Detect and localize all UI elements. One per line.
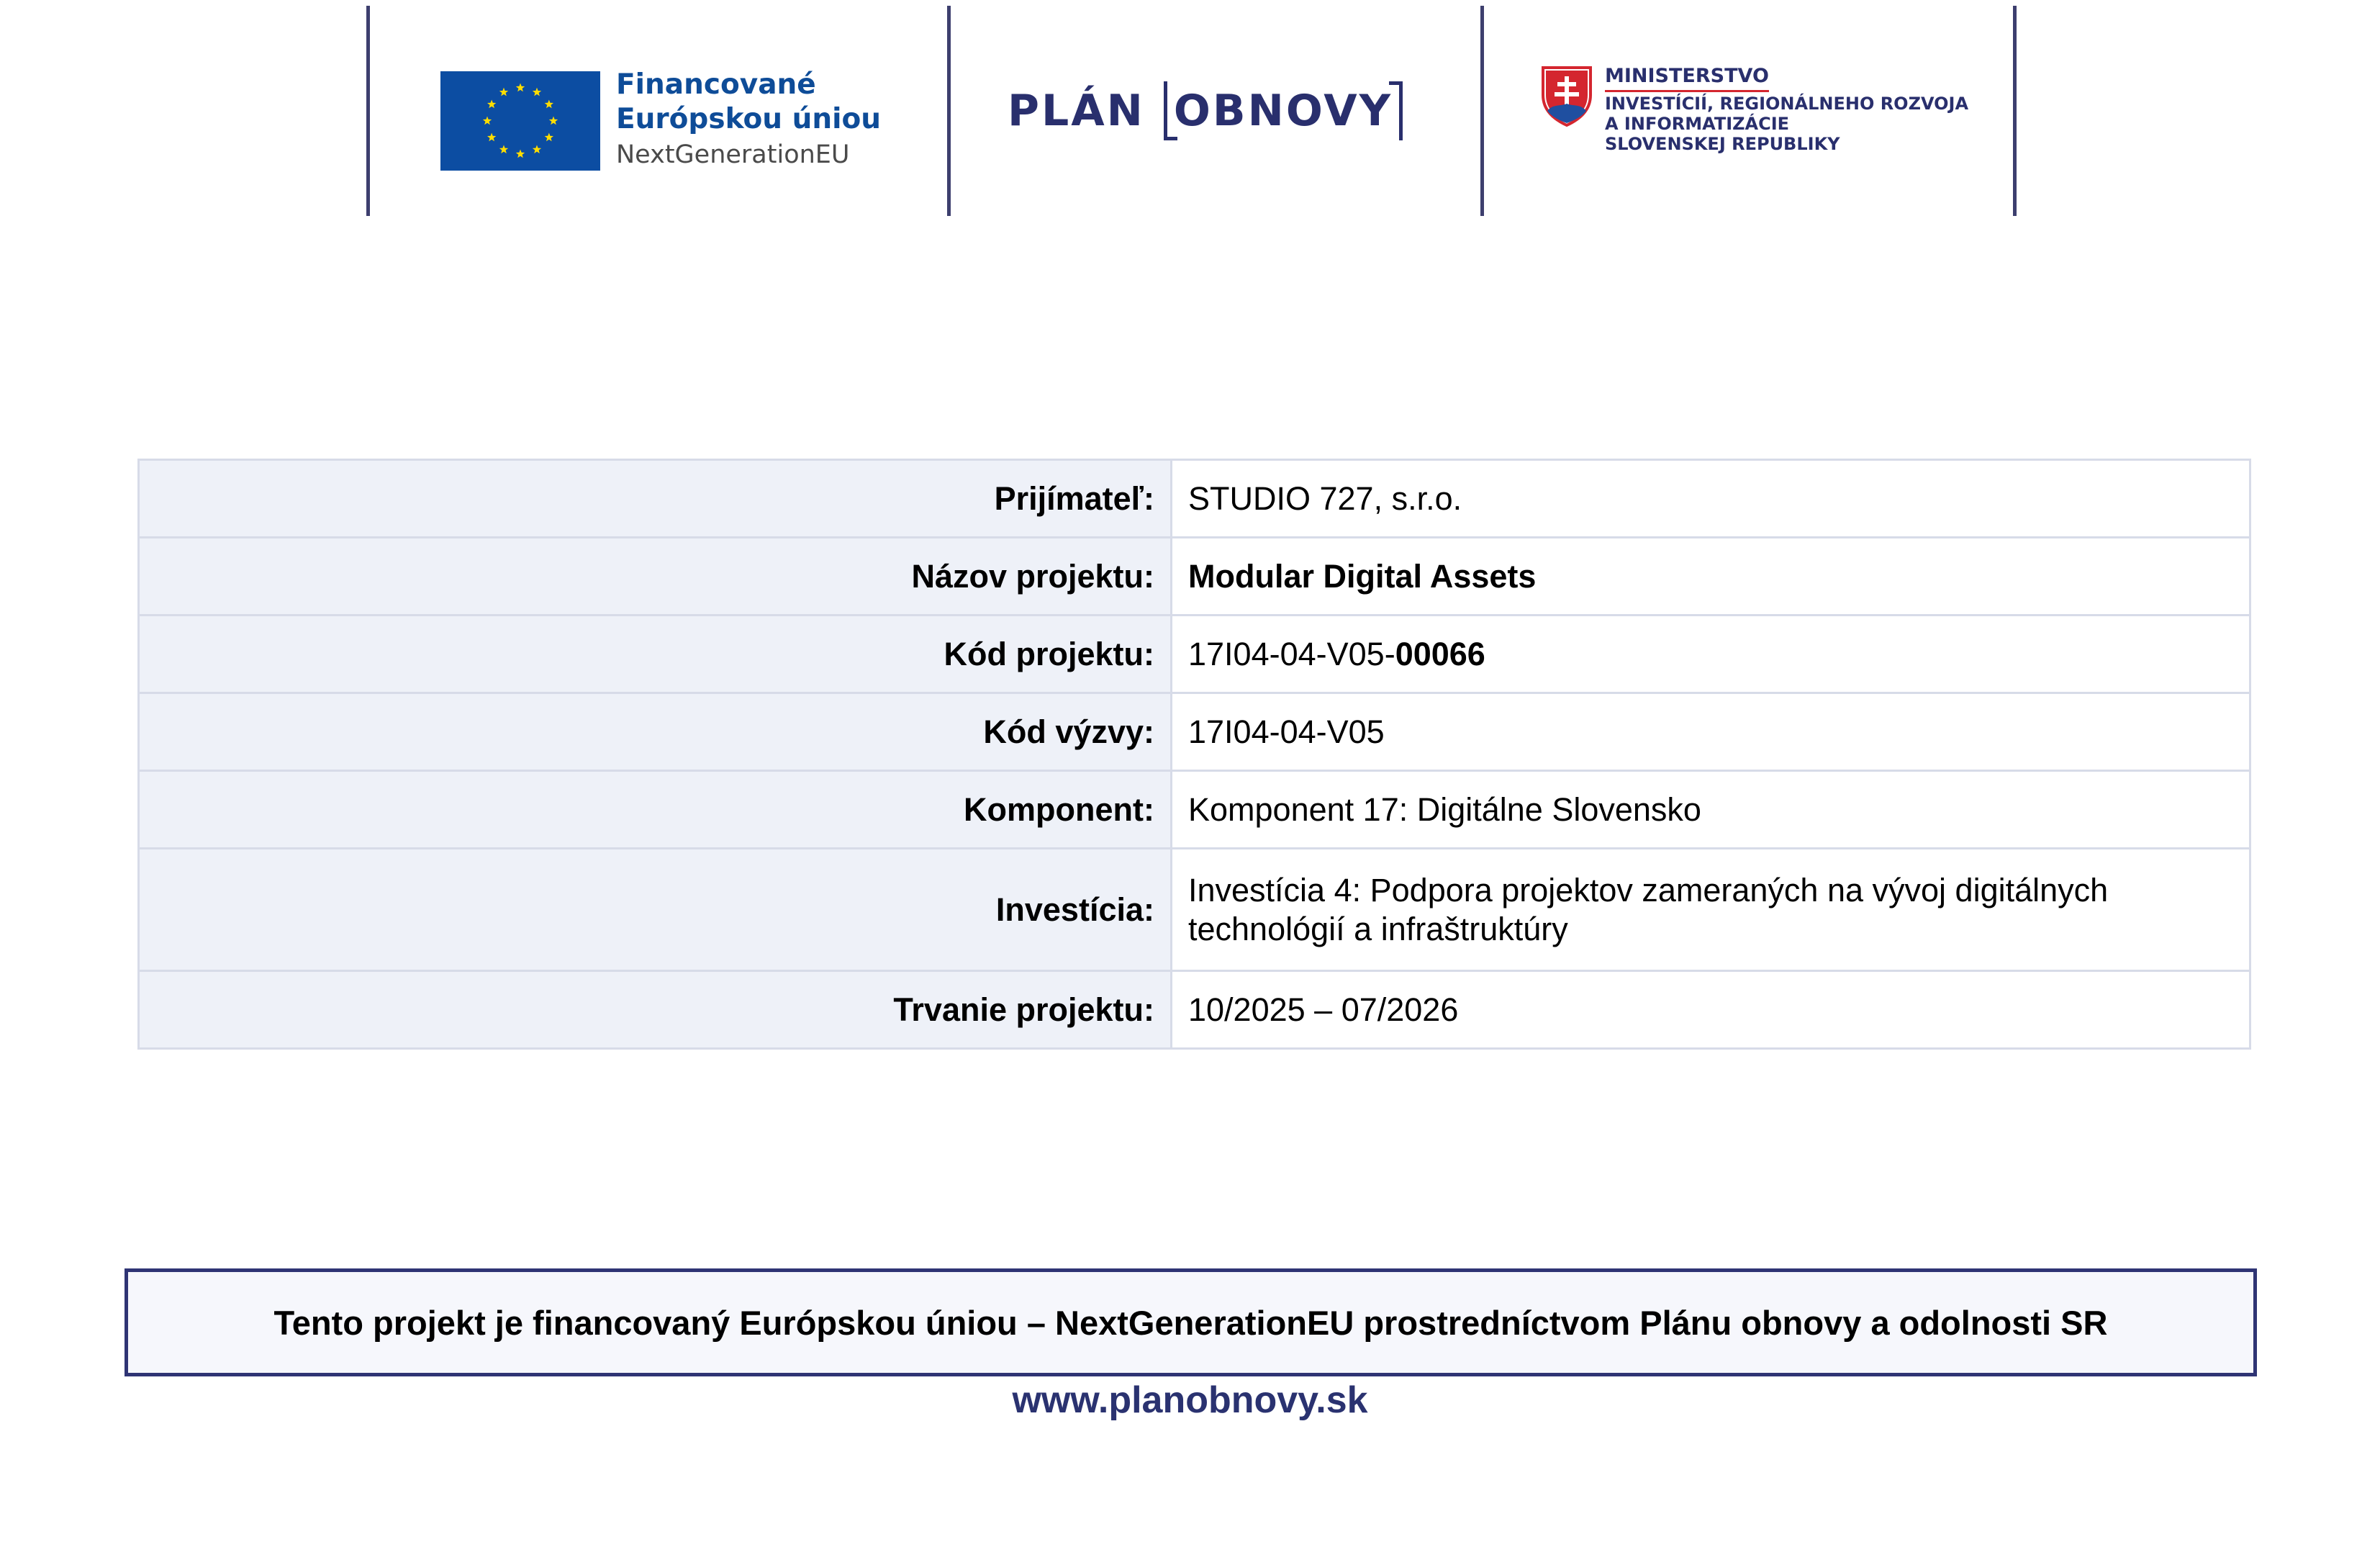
row-label: Prijímateľ: xyxy=(139,460,1172,538)
funding-statement-box xyxy=(125,1268,2257,1376)
table-row xyxy=(139,849,2250,971)
row-value: 17I04-04-V05 xyxy=(1172,693,2250,771)
eu-star-icon xyxy=(545,133,553,142)
ministry-line3: SLOVENSKEJ REPUBLIKY xyxy=(1605,134,1840,154)
eu-star-icon xyxy=(487,100,496,109)
ministry-title: MINISTERSTVO xyxy=(1605,65,1769,92)
header-divider xyxy=(366,6,370,216)
row-label: Investícia: xyxy=(139,849,1172,971)
eu-star-icon xyxy=(499,145,508,153)
project-name-value: Modular Digital Assets xyxy=(1172,538,2250,616)
eu-logo-line1: Financované xyxy=(616,68,816,101)
website-link[interactable]: www.planobnovy.sk xyxy=(1012,1379,1368,1421)
row-label: Kód výzvy: xyxy=(139,693,1172,771)
plan-obnovy-logo xyxy=(1008,84,1403,141)
eu-star-icon xyxy=(533,88,541,96)
row-value: STUDIO 727, s.r.o. xyxy=(1172,460,2250,538)
eu-funding-logo xyxy=(440,68,891,173)
table-row xyxy=(139,616,2250,693)
row-value: Komponent 17: Digitálne Slovensko xyxy=(1172,771,2250,849)
project-code-value xyxy=(1172,616,2250,693)
eu-flag-icon xyxy=(440,71,600,171)
ministry-line1: INVESTÍCIÍ, REGIONÁLNEHO ROZVOJA xyxy=(1605,94,1969,114)
eu-star-icon xyxy=(533,145,541,153)
table-row xyxy=(139,538,2250,616)
investment-line2: technológií a infraštruktúry xyxy=(1188,910,1568,947)
eu-star-icon xyxy=(487,133,496,142)
eu-logo-line3: NextGenerationEU xyxy=(616,140,850,169)
table-row xyxy=(139,460,2250,538)
eu-star-icon xyxy=(545,100,553,109)
plan-logo-word1: PLÁN xyxy=(1008,86,1145,137)
header-divider xyxy=(1480,6,1484,216)
plan-logo-word2: OBNOVY xyxy=(1173,86,1393,137)
table-row xyxy=(139,771,2250,849)
investment-value xyxy=(1172,849,2250,971)
project-info-table xyxy=(137,459,2251,1050)
table-row xyxy=(139,971,2250,1049)
eu-star-icon xyxy=(499,88,508,96)
project-code-number: 00066 xyxy=(1395,635,1485,672)
slovak-coat-of-arms-icon xyxy=(1540,66,1593,127)
row-label: Trvanie projektu: xyxy=(139,971,1172,1049)
row-label: Komponent: xyxy=(139,771,1172,849)
eu-logo-line2: Európskou úniou xyxy=(616,103,882,135)
row-label: Kód projektu: xyxy=(139,616,1172,693)
header-divider xyxy=(947,6,951,216)
project-code-prefix: 17I04-04-V05- xyxy=(1188,635,1395,672)
eu-star-icon xyxy=(549,117,558,125)
row-value: 10/2025 – 07/2026 xyxy=(1172,971,2250,1049)
funding-statement: Tento projekt je financovaný Európskou úniou – NextGenerationEU prostredníctvom Plánu obnovy a odolnosti SR xyxy=(273,1303,2108,1342)
eu-star-icon xyxy=(483,117,492,125)
eu-star-icon xyxy=(516,84,525,92)
ministry-line2: A INFORMATIZÁCIE xyxy=(1605,114,1790,134)
eu-star-icon xyxy=(516,150,525,158)
row-label: Názov projektu: xyxy=(139,538,1172,616)
table-row xyxy=(139,693,2250,771)
investment-line1: Investícia 4: Podpora projektov zameraných na vývoj digitálnych xyxy=(1188,871,2109,909)
header-divider xyxy=(2013,6,2017,216)
